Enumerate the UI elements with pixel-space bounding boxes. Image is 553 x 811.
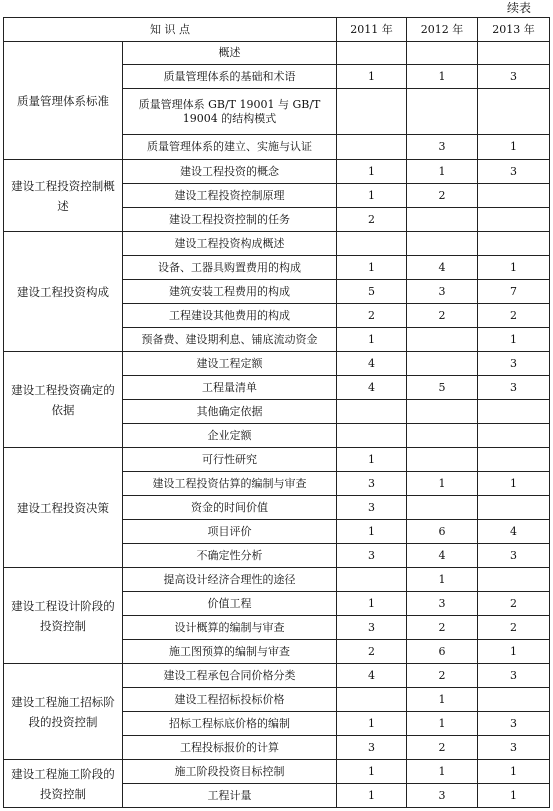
count-2012-cell: 2 [407, 736, 478, 760]
topic-cell: 建设工程投资的概念 [123, 160, 337, 184]
header-year-2012: 2012 年 [407, 18, 478, 42]
count-2012-cell: 4 [407, 544, 478, 568]
count-2011-cell: 1 [337, 520, 407, 544]
count-2011-cell: 1 [337, 65, 407, 89]
knowledge-point-table [3, 17, 550, 808]
category-cell: 建设工程投资构成 [4, 232, 123, 352]
count-2012-cell [407, 42, 478, 65]
count-2013-cell [478, 688, 550, 712]
count-2013-cell [478, 400, 550, 424]
topic-cell: 其他确定依据 [123, 400, 337, 424]
topic-cell: 质量管理体系的基础和术语 [123, 65, 337, 89]
count-2013-cell: 1 [478, 472, 550, 496]
count-2012-cell: 6 [407, 640, 478, 664]
header-year-2011: 2011 年 [337, 18, 407, 42]
count-2012-cell: 1 [407, 472, 478, 496]
count-2011-cell [337, 89, 407, 135]
count-2013-cell: 1 [478, 640, 550, 664]
count-2013-cell: 3 [478, 736, 550, 760]
count-2011-cell: 1 [337, 160, 407, 184]
count-2013-cell [478, 424, 550, 448]
count-2011-cell: 1 [337, 256, 407, 280]
category-cell: 建设工程投资控制概述 [4, 160, 123, 232]
category-cell: 质量管理体系标准 [4, 42, 123, 160]
topic-cell: 质量管理体系 GB/T 19001 与 GB/T 19004 的结构模式 [123, 89, 337, 135]
count-2012-cell [407, 89, 478, 135]
count-2011-cell: 1 [337, 784, 407, 808]
count-2011-cell: 1 [337, 448, 407, 472]
count-2013-cell: 2 [478, 304, 550, 328]
header-row [4, 18, 550, 42]
table-row [4, 664, 550, 688]
count-2011-cell [337, 42, 407, 65]
count-2011-cell: 4 [337, 352, 407, 376]
count-2012-cell: 1 [407, 65, 478, 89]
count-2013-cell: 1 [478, 135, 550, 160]
count-2011-cell: 4 [337, 664, 407, 688]
topic-cell: 建设工程投资控制原理 [123, 184, 337, 208]
category-cell: 建设工程设计阶段的投资控制 [4, 568, 123, 664]
count-2011-cell: 1 [337, 712, 407, 736]
table-row [4, 160, 550, 184]
count-2012-cell: 3 [407, 280, 478, 304]
count-2011-cell: 1 [337, 592, 407, 616]
count-2012-cell: 2 [407, 664, 478, 688]
count-2013-cell [478, 568, 550, 592]
count-2013-cell: 2 [478, 616, 550, 640]
count-2012-cell [407, 448, 478, 472]
table-row [4, 42, 550, 65]
topic-cell: 施工图预算的编制与审查 [123, 640, 337, 664]
count-2012-cell: 1 [407, 568, 478, 592]
count-2013-cell [478, 448, 550, 472]
count-2011-cell [337, 400, 407, 424]
count-2012-cell: 4 [407, 256, 478, 280]
count-2013-cell: 3 [478, 664, 550, 688]
count-2013-cell: 3 [478, 712, 550, 736]
count-2011-cell: 3 [337, 472, 407, 496]
topic-cell: 建设工程承包合同价格分类 [123, 664, 337, 688]
count-2012-cell: 3 [407, 592, 478, 616]
table-row [4, 448, 550, 472]
count-2013-cell: 1 [478, 328, 550, 352]
count-2012-cell: 1 [407, 712, 478, 736]
table-row [4, 568, 550, 592]
count-2011-cell: 4 [337, 376, 407, 400]
count-2012-cell: 1 [407, 688, 478, 712]
topic-cell: 建设工程投资构成概述 [123, 232, 337, 256]
count-2012-cell [407, 352, 478, 376]
count-2012-cell: 5 [407, 376, 478, 400]
count-2011-cell [337, 688, 407, 712]
table-row [4, 352, 550, 376]
count-2011-cell [337, 568, 407, 592]
count-2012-cell: 6 [407, 520, 478, 544]
count-2011-cell: 1 [337, 760, 407, 784]
count-2011-cell [337, 424, 407, 448]
count-2011-cell [337, 232, 407, 256]
count-2013-cell: 3 [478, 160, 550, 184]
count-2013-cell [478, 208, 550, 232]
count-2012-cell: 1 [407, 160, 478, 184]
count-2012-cell: 1 [407, 760, 478, 784]
topic-cell: 设备、工器具购置费用的构成 [123, 256, 337, 280]
topic-cell: 企业定额 [123, 424, 337, 448]
topic-cell: 不确定性分析 [123, 544, 337, 568]
topic-cell: 招标工程标底价格的编制 [123, 712, 337, 736]
header-knowledge-point: 知 识 点 [4, 18, 337, 42]
table-caption: 续表 [506, 1, 531, 15]
topic-cell: 建设工程定额 [123, 352, 337, 376]
count-2012-cell [407, 496, 478, 520]
count-2013-cell: 1 [478, 784, 550, 808]
table-body [4, 42, 550, 808]
count-2013-cell: 3 [478, 65, 550, 89]
topic-cell: 资金的时间价值 [123, 496, 337, 520]
count-2013-cell: 3 [478, 352, 550, 376]
count-2013-cell: 4 [478, 520, 550, 544]
count-2013-cell: 7 [478, 280, 550, 304]
topic-cell: 建筑安装工程费用的构成 [123, 280, 337, 304]
topic-cell: 价值工程 [123, 592, 337, 616]
count-2013-cell: 3 [478, 376, 550, 400]
topic-cell: 建设工程招标投标价格 [123, 688, 337, 712]
count-2011-cell [337, 135, 407, 160]
category-cell: 建设工程施工招标阶段的投资控制 [4, 664, 123, 760]
count-2012-cell: 2 [407, 304, 478, 328]
topic-cell: 设计概算的编制与审查 [123, 616, 337, 640]
count-2011-cell: 2 [337, 304, 407, 328]
count-2012-cell: 2 [407, 616, 478, 640]
count-2012-cell [407, 400, 478, 424]
count-2013-cell: 2 [478, 592, 550, 616]
topic-cell: 质量管理体系的建立、实施与认证 [123, 135, 337, 160]
topic-cell: 工程量清单 [123, 376, 337, 400]
count-2011-cell: 1 [337, 328, 407, 352]
header-year-2013: 2013 年 [478, 18, 550, 42]
topic-cell: 工程计量 [123, 784, 337, 808]
count-2011-cell: 3 [337, 496, 407, 520]
topic-cell: 可行性研究 [123, 448, 337, 472]
count-2011-cell: 3 [337, 544, 407, 568]
count-2012-cell [407, 328, 478, 352]
table-row [4, 760, 550, 784]
topic-cell: 工程投标报价的计算 [123, 736, 337, 760]
count-2013-cell [478, 184, 550, 208]
count-2011-cell: 5 [337, 280, 407, 304]
category-cell: 建设工程施工阶段的投资控制 [4, 760, 123, 808]
count-2012-cell: 2 [407, 184, 478, 208]
count-2013-cell [478, 496, 550, 520]
count-2012-cell: 3 [407, 135, 478, 160]
category-cell: 建设工程投资确定的依据 [4, 352, 123, 448]
count-2011-cell: 1 [337, 184, 407, 208]
count-2012-cell [407, 232, 478, 256]
topic-cell: 建设工程投资控制的任务 [123, 208, 337, 232]
count-2013-cell [478, 89, 550, 135]
count-2013-cell: 1 [478, 256, 550, 280]
topic-cell: 项目评价 [123, 520, 337, 544]
count-2013-cell [478, 42, 550, 65]
topic-cell: 提高设计经济合理性的途径 [123, 568, 337, 592]
topic-cell: 施工阶段投资目标控制 [123, 760, 337, 784]
topic-cell: 概述 [123, 42, 337, 65]
count-2012-cell [407, 208, 478, 232]
count-2011-cell: 2 [337, 640, 407, 664]
count-2013-cell: 3 [478, 544, 550, 568]
count-2012-cell: 3 [407, 784, 478, 808]
count-2013-cell [478, 232, 550, 256]
topic-cell: 建设工程投资估算的编制与审查 [123, 472, 337, 496]
table-row [4, 232, 550, 256]
count-2013-cell: 1 [478, 760, 550, 784]
count-2011-cell: 2 [337, 208, 407, 232]
count-2011-cell: 3 [337, 616, 407, 640]
count-2011-cell: 3 [337, 736, 407, 760]
category-cell: 建设工程投资决策 [4, 448, 123, 568]
topic-cell: 工程建设其他费用的构成 [123, 304, 337, 328]
count-2012-cell [407, 424, 478, 448]
topic-cell: 预备费、建设期利息、铺底流动资金 [123, 328, 337, 352]
